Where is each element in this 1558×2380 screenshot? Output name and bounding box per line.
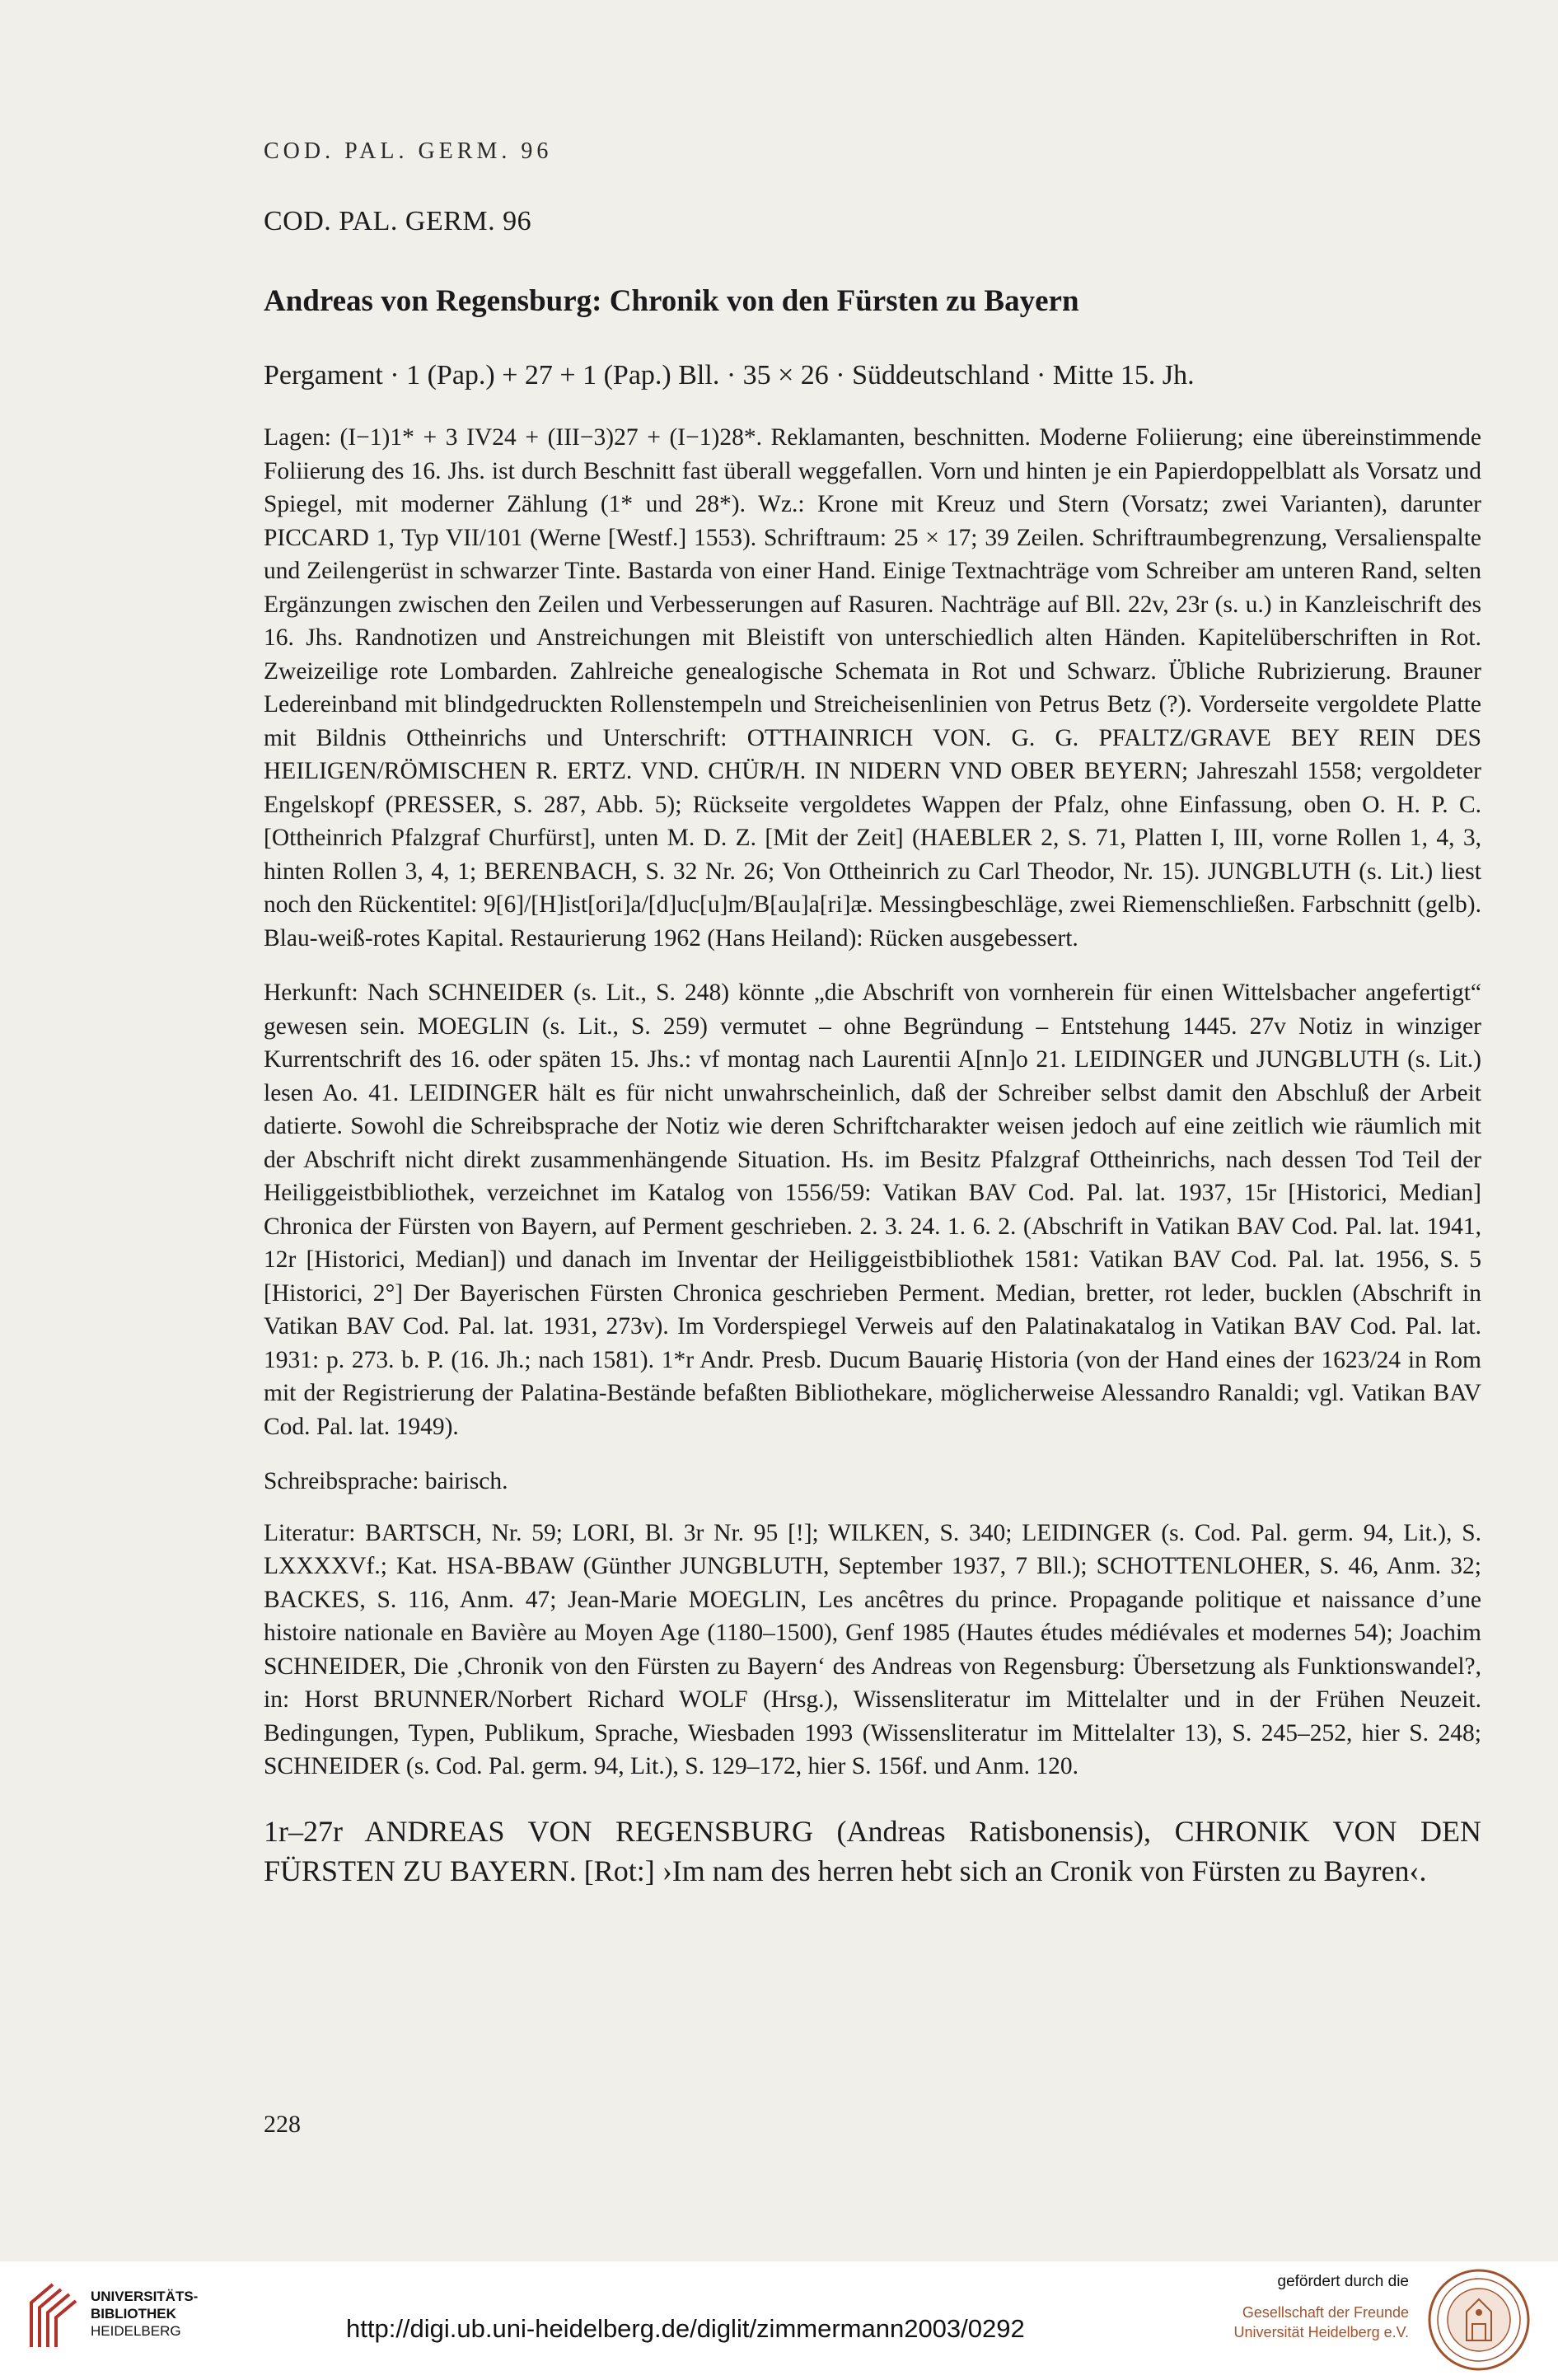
library-logo[interactable] [25, 2276, 199, 2359]
footer-bar [0, 2261, 1558, 2380]
running-head: COD. PAL. GERM. 96 [264, 138, 553, 164]
paragraph-language: Schreibsprache: bairisch. [264, 1468, 508, 1494]
logo-line-1: UNIVERSITÄTS- [91, 2289, 199, 2304]
paragraph-description: Lagen: (I−1)1* + 3 IV24 + (III−3)27 + (I−1)28*. Reklamanten, beschnitten. Moderne Foliierung; eine übereinstimmende Foliierung des 16. Jhs. ist durch Beschnitt fast überall weggefallen. Vorn und hinten je ein Papierdoppelblatt als Vorsatz und Spiegel, mit moderner Zählung (1* und 28*). Wz.: Krone mit Kreuz und Stern (Vorsatz; zwei Varianten), darunter PICCARD 1, Typ VII/101 (Werne [Westf.] 1553). Schriftraum: 25 × 17; 39 Zeilen. Schriftraumbegrenzung, Versalienspalte und Zeilengerüst in schwarzer Tinte. Bastarda von einer Hand. Einige Textnachträge vom Schreiber am unteren Rand, selten Ergänzungen zwischen den Zeilen und Verbesserungen auf Rasuren. Nachträge auf Bll. 22v, 23r (s. u.) in Kanzleischrift des 16. Jhs. Randnotizen und Anstreichungen mit Bleistift von unterschiedlich alten Händen. Kapitelüberschriften in Rot. Zweizeilige rote Lombarden. Zahlreiche genealogische Schemata in Rot und Schwarz. Übliche Rubrizierung. Brauner Ledereinband mit blindgedruckten Rollenstempeln und Streicheisenlinien von Petrus Betz (?). Vorderseite vergoldete Platte mit Bildnis Ottheinrichs und Unterschrift: OTTHAINRICH VON. G. G. PFALTZ/GRAVE BEY REIN DES HEILIGEN/RÖMISCHEN R. ERTZ. VND. CHÜR/H. IN NIDERN VND OBER BEYERN; Jahreszahl 1558; vergoldeter Engelskopf (PRESSER, S. 287, Abb. 5); Rückseite vergoldetes Wappen der Pfalz, ohne Einfassung, oben O. H. P. C. [Ottheinrich Pfalzgraf Churfürst], unten M. D. Z. [Mit der Zeit] (HAEBLER 2, S. 71, Platten I, III, vorne Rollen 1, 4, 3, hinten Rollen 3, 4, 1; BERENBACH, S. 32 Nr. 26; Von Ottheinrich zu Carl Theodor, Nr. 15). JUNGBLUTH (s. Lit.) liest noch den Rückentitel: 9[6]/[H]ist[ori]a/[d]uc[u]m/B[au]a[ri]æ. Messingbeschläge, zwei Riemenschließen. Farbschnitt (gelb). Blau-weiß-rotes Kapital. Restaurierung 1962 (Hans Heiland): Rücken ausgebessert. [264, 424, 1481, 952]
section-heading: COD. PAL. GERM. 96 [264, 206, 532, 236]
sponsor-block[interactable] [1186, 2273, 1409, 2342]
university-seal-icon [1425, 2266, 1532, 2373]
library-logo-icon [25, 2278, 82, 2352]
paragraph-provenance: Herkunft: Nach SCHNEIDER (s. Lit., S. 248) könnte „die Abschrift von vornherein für einen Wittelsbacher angefertigt“ gewesen sein. MOEGLIN (s. Lit., S. 259) vermutet – ohne Begründung – Entstehung 1445. 27v Notiz in winziger Kurrentschrift des 16. oder späten 15. Jhs.: vf montag nach Laurentii A[nn]o 21. LEIDINGER und JUNGBLUTH (s. Lit.) lesen Ao. 41. LEIDINGER hält es für nicht unwahrscheinlich, daß der Schreiber selbst damit den Abschluß der Arbeit datierte. Sowohl die Schreibsprache der Notiz wie deren Schriftcharakter weisen jedoch auf eine zeitlich wie räumlich mit der Abschrift nicht direkt zusammenhängende Situation. Hs. im Besitz Pfalzgraf Ottheinrichs, nach dessen Tod Teil der Heiliggeistbibliothek, verzeichnet im Katalog von 1556/59: Vatikan BAV Cod. Pal. lat. 1937, 15r [Historici, Median] Chronica der Fürsten von Bayern, auf Perment geschrieben. 2. 3. 24. 1. 6. 2. (Abschrift in Vatikan BAV Cod. Pal. lat. 1941, 12r [Historici, Median]) und danach im Inventar der Heiliggeistbibliothek 1581: Vatikan BAV Cod. Pal. lat. 1956, S. 5 [Historici, 2°] Der Bayerischen Fürsten Chronica geschrieben Perment. Median, bretter, rot leder, bucklen (Abschrift in Vatikan BAV Cod. Pal. lat. 1931, 273v). Im Vorderspiegel Verweis auf den Palatinakatalog in Vatikan BAV Cod. Pal. lat. 1931: p. 273. b. P. (16. Jh.; nach 1581). 1*r Andr. Presb. Ducum Bauariȩ Historia (von der Hand eines der 1623/24 in Rom mit der Registrierung der Palatina-Bestände befaßten Bibliothekare, möglicherweise Alessandro Ranaldi; vgl. Vatikan BAV Cod. Pal. lat. 1949). [264, 980, 1481, 1440]
logo-line-3: HEIDELBERG [91, 2323, 181, 2339]
sponsor-org-line-2: Universität Heidelberg e.V. [1233, 2324, 1409, 2340]
paragraph-literature: Literatur: BARTSCH, Nr. 59; LORI, Bl. 3r Nr. 95 [!]; WILKEN, S. 340; LEIDINGER (s. Cod. Pal. germ. 94, Lit.), S. LXXXXVf.; Kat. HSA-BBAW (Günther JUNGBLUTH, September 1937, 7 Bll.); SCHOTTENLOHER, S. 46, Anm. 32; BACKES, S. 116, Anm. 47; Jean-Marie MOEGLIN, Les ancêtres du prince. Propagande politique et naissance d’une histoire nationale en Bavière au Moyen Age (1180–1500), Genf 1985 (Hautes études médiévales et modernes 54); Joachim SCHNEIDER, Die ‚Chronik von den Fürsten zu Bayern‘ des Andreas von Regensburg: Übersetzung als Funktionswandel?, in: Horst BRUNNER/Norbert Richard WOLF (Hrsg.), Wissensliteratur im Mittelalter und in der Frühen Neuzeit. Bedingungen, Typen, Publikum, Sprache, Wiesbaden 1993 (Wissensliteratur im Mittelalter 13), S. 245–252, hier S. 248; SCHNEIDER (s. Cod. Pal. germ. 94, Lit.), S. 129–172, hier S. 156f. und Anm. 120. [264, 1519, 1481, 1779]
entry-subtitle: Pergament · 1 (Pap.) + 27 + 1 (Pap.) Bll. · 35 × 26 · Süddeutschland · Mitte 15. Jh. [264, 360, 1195, 390]
sponsor-org-line-1: Gesellschaft der Freunde [1242, 2304, 1409, 2321]
entry-title: Andreas von Regensburg: Chronik von den Fürsten zu Bayern [264, 284, 1079, 318]
library-logo-text [91, 2288, 198, 2340]
page-number: 228 [264, 2111, 301, 2138]
text-incipit: 1r–27r ANDREAS VON REGENSBURG (Andreas Ratisbonensis), CHRONIK VON DEN FÜRSTEN ZU BAYERN. [Rot:] ›Im nam des herren hebt sich an Cronik von Fürsten zu Bayren‹. [264, 1814, 1481, 1887]
logo-line-2: BIBLIOTHEK [91, 2306, 176, 2322]
permalink-url[interactable]: http://digi.ub.uni-heidelberg.de/diglit/zimmermann2003/0292 [346, 2314, 1025, 2343]
document-content [264, 206, 1481, 1891]
sponsor-intro: gefördert durch die [1277, 2273, 1409, 2290]
